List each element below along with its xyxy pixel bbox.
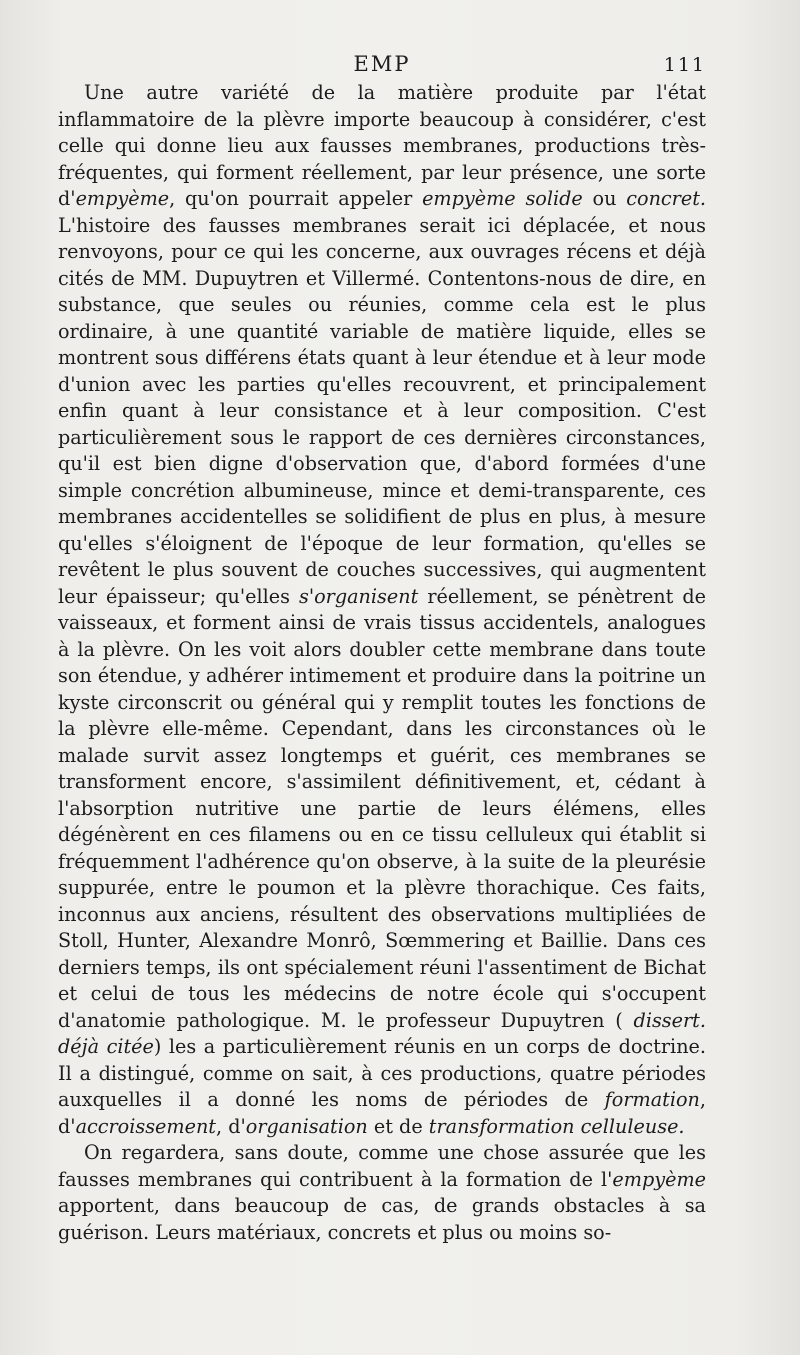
page-number: 111 [663, 54, 706, 76]
text-run: et de [367, 1114, 429, 1138]
italic-text: empyème solide [422, 187, 583, 210]
paragraph-2 [58, 1140, 706, 1246]
italic-text: transformation celluleuse. [428, 1114, 685, 1138]
text-run: ou [582, 187, 627, 210]
italic-text: empyème [612, 1167, 706, 1191]
paragraph-1 [58, 80, 706, 1140]
italic-text: accroissement [75, 1114, 217, 1138]
italic-text: concret. [626, 187, 707, 210]
text-run: ) les a particulièrement réunis en un corps de doctrine. Il a distingué, comme on sait, à ces productions, quatre périodes auxquelles il a donné les noms de périodes de [58, 1035, 707, 1111]
text-run: , qu'on pourrait appeler [169, 187, 423, 210]
text-run: , d' [216, 1114, 246, 1138]
text-run: On regardera, sans doute, comme une chose assurée que les fausses membranes qui contribuent à la formation de l' [58, 1141, 706, 1191]
italic-text: organisation [245, 1114, 368, 1138]
italic-text: s'organisent [298, 584, 419, 608]
text-run: , d' [58, 1088, 706, 1138]
italic-text: dissert. déjà citée [58, 1008, 706, 1058]
italic-text: formation [604, 1088, 700, 1111]
page-header [58, 52, 706, 82]
text-run: L'histoire des fausses membranes serait ici déplacée, et nous renvoyons, pour ce qui les concerne, aux ouvrages récens et déjà cités de MM. Dupuytren et Villermé. Contentons-nous de dire, en substance, que seules ou réunies, comme cela est le plus ordinaire, à une quantité variable de matière liquide, elles se montrent sous différens états quant à leur étendue et à leur mode d'union avec les parties qu'elles recouvrent, et principalement enfin quant à leur consistance et à leur composition. C'est particulièrement sous le rapport de ces dernières circonstances, qu'il est bien digne d'observation que, d'abord formées d'une simple concrétion albumineuse, mince et demi-transparente, ces membranes accidentelles se solidifient de plus en plus, à mesure qu'elles s'éloignent de l'époque de leur formation, qu'elles se revêtent le plus souvent de couches successives, qui augmentent leur épaisseur; qu'elles [58, 213, 706, 608]
text-run: réellement, se pénètrent de vaisseaux, et forment ainsi de vrais tissus accidentels, analogues à la plèvre. On les voit alors doubler cette membrane dans toute son étendue, y adhérer intimement et produire dans la poitrine un kyste circonscrit ou général qui y remplit toutes les fonctions de la plèvre elle-même. Cependant, dans les circonstances où le malade survit assez longtemps et guérit, ces membranes se transforment encore, s'assimilent définitivement, et, cédant à l'absorption nutritive une partie de leurs élémens, elles dégénèrent en ces filamens ou en ce tissu celluleux qui établit si fréquemment l'adhérence qu'on observe, à la suite de la pleurésie suppurée, entre le poumon et la plèvre thorachique. Ces faits, inconnus aux anciens, résultent des observations multipliées de Stoll, Hunter, Alexandre Monrô, Sœmmering et Baillie. Dans ces derniers temps, ils ont spécialement réuni l'assentiment de Bichat et celui de tous les médecins de notre école qui s'occupent d'anatomie pathologique. M. le professeur Dupuytren ( [58, 584, 706, 1032]
text-run: apportent, dans beaucoup de cas, de grands obstacles à sa guérison. Leurs matériaux, concrets et plus ou moins so- [58, 1194, 706, 1244]
running-head: EMP [353, 52, 411, 76]
italic-text: empyème [75, 187, 170, 210]
body-text [58, 80, 706, 1246]
text-run: Une autre variété de la matière produite par l'état inflammatoire de la plèvre importe beaucoup à considérer, c'est celle qui donne lieu aux fausses membranes, productions très-fréquentes, qui forment réellement, par leur présence, une sorte d' [58, 81, 706, 210]
